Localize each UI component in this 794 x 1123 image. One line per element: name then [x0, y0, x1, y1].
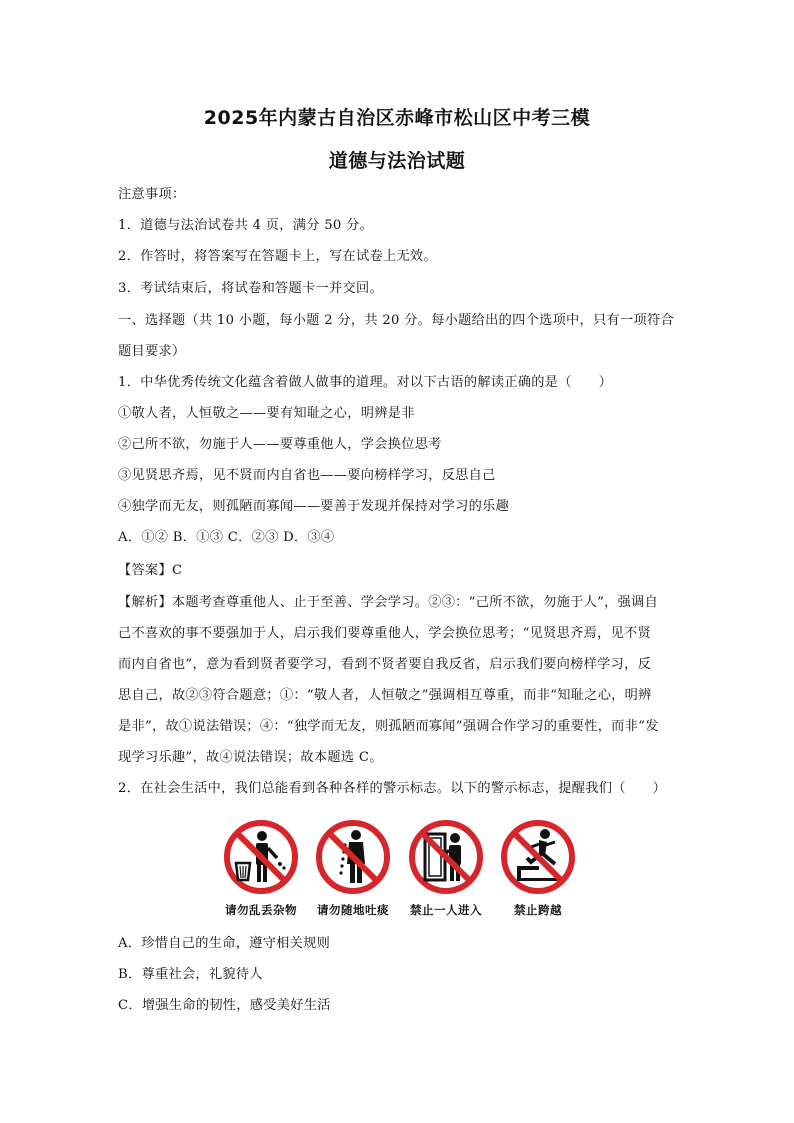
sign-no-crossing [498, 818, 578, 918]
sign-label: 禁止一人进入 [410, 903, 482, 917]
q1-statement: ②己所不欲，勿施于人——要尊重他人，学会换位思考 [118, 437, 442, 452]
no-crossing-icon [499, 818, 577, 896]
q1-analysis-line: 现学习乐趣”，故④说法错误；故本题选 C。 [118, 750, 383, 765]
no-single-entry-icon [407, 818, 485, 896]
notice-item: 3．考试结束后，将试卷和答题卡一并交回。 [118, 281, 383, 296]
no-spitting-icon [314, 818, 392, 896]
q1-analysis-line: 【解析】本题考查尊重他人、止于至善、学会学习。②③：“己所不欲，勿施于人”，强调自 [118, 595, 659, 610]
exam-title: 2025年内蒙古自治区赤峰市松山区中考三模 [203, 107, 591, 129]
q1-options: A．①② B．①③ C．②③ D．③④ [118, 530, 335, 545]
sign-no-spitting [313, 818, 393, 918]
exam-subtitle: 道德与法治试题 [328, 150, 466, 172]
q1-statement: ③见贤思齐焉，见不贤而内自省也——要向榜样学习，反思自己 [118, 468, 496, 483]
q2-option-c: C．增强生命的韧性，感受美好生活 [118, 998, 331, 1013]
sign-label: 请勿随地吐痰 [317, 903, 389, 917]
sign-no-single-entry [406, 818, 486, 918]
q2-option-b: B．尊重社会，礼貌待人 [118, 967, 263, 982]
q1-analysis-line: 而内自省也”，意为看到贤者要学习，看到不贤者要自我反省，启示我们要向榜样学习，反 [118, 657, 652, 672]
sign-no-littering [221, 818, 301, 918]
sign-label: 禁止跨越 [514, 903, 562, 917]
q2-stem: 2．在社会生活中，我们总能看到各种各样的警示标志。以下的警示标志，提醒我们（ ） [118, 781, 667, 796]
section-heading-cont: 题目要求） [118, 344, 186, 359]
q1-analysis-line: 思自己，故②③符合题意；①：“敬人者，人恒敬之”强调相互尊重，而非“知耻之心，明辨 [118, 688, 652, 703]
warning-signs-figure [0, 818, 794, 928]
no-littering-icon [222, 818, 300, 896]
q1-statement: ①敬人者，人恒敬之——要有知耻之心，明辨是非 [118, 406, 415, 421]
q1-analysis-line: 己不喜欢的事不要强加于人，启示我们要尊重他人，学会换位思考；“见贤思齐焉，见不贤 [118, 626, 652, 641]
section-heading: 一、选择题（共 10 小题，每小题 2 分，共 20 分。每小题给出的四个选项中，只有一项符合 [118, 313, 674, 328]
q2-option-a: A．珍惜自己的生命，遵守相关规则 [118, 936, 331, 951]
notice-item: 1．道德与法治试卷共 4 页，满分 50 分。 [118, 218, 374, 233]
notice-heading: 注意事项： [118, 187, 186, 202]
q1-statement: ④独学而无友，则孤陋而寡闻——要善于发现并保持对学习的乐趣 [118, 499, 510, 514]
q1-analysis-line: 是非”，故①说法错误；④：“独学而无友，则孤陋而寡闻”强调合作学习的重要性，而非“发 [118, 719, 659, 734]
notice-item: 2．作答时，将答案写在答题卡上，写在试卷上无效。 [118, 249, 437, 264]
q1-stem: 1．中华优秀传统文化蕴含着做人做事的道理。对以下古语的解读正确的是（ ） [118, 375, 613, 390]
q1-answer: 【答案】C [118, 563, 183, 578]
sign-label: 请勿乱丢杂物 [225, 903, 297, 917]
